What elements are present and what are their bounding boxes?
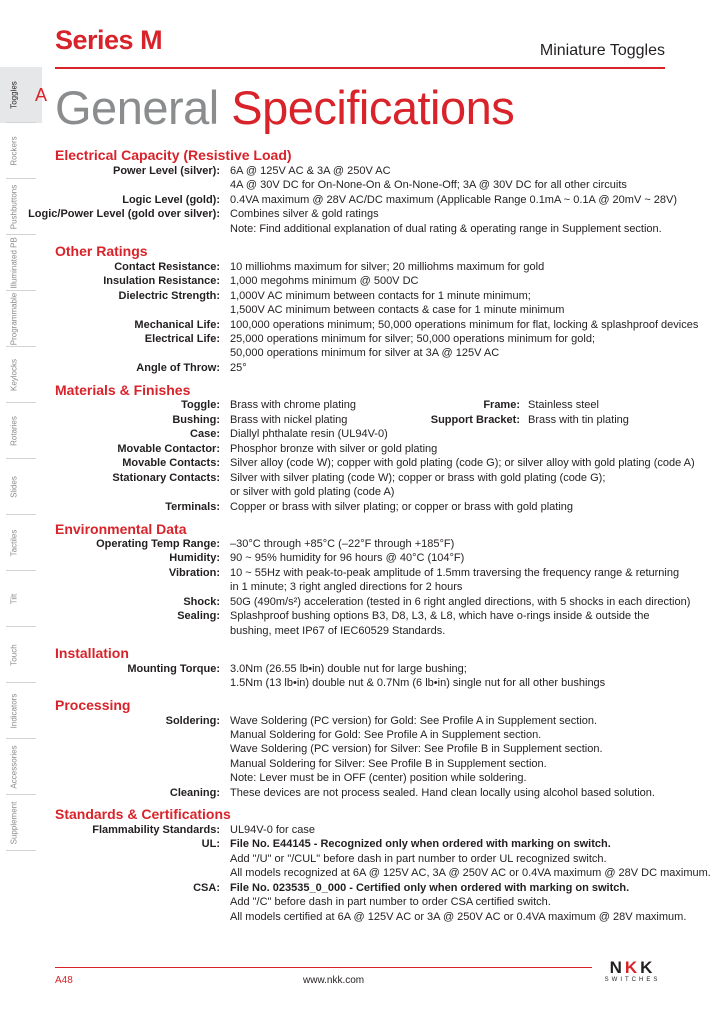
- logo-mark: NKK: [609, 958, 656, 977]
- tab-slides[interactable]: Slides: [0, 459, 42, 515]
- section-other-ratings: Other Ratings: [55, 243, 148, 259]
- tab-illuminated-pb[interactable]: Illuminated PB: [0, 235, 42, 291]
- tab-rockers[interactable]: Rockers: [0, 123, 42, 179]
- tab-tilt[interactable]: Tilt: [0, 571, 42, 627]
- nkk-logo: [600, 958, 665, 983]
- page-number: A48: [55, 975, 73, 986]
- tab-tactiles[interactable]: Tactiles: [0, 515, 42, 571]
- footer-divider: [55, 967, 592, 968]
- tab-touch[interactable]: Touch: [0, 627, 42, 683]
- series-title: Series M: [55, 25, 163, 55]
- section-installation: Installation: [55, 645, 129, 661]
- section-standards: Standards & Certifications: [55, 806, 231, 822]
- section-processing: Processing: [55, 697, 131, 713]
- tab-keylocks[interactable]: Keylocks: [0, 347, 42, 403]
- section-letter: A: [35, 85, 48, 105]
- tab-pushbuttons[interactable]: Pushbuttons: [0, 179, 42, 235]
- section-materials: Materials & Finishes: [55, 382, 191, 398]
- page-title: General Specifications: [55, 81, 515, 134]
- tab-accessories[interactable]: Accessories: [0, 739, 42, 795]
- section-electrical: Electrical Capacity (Resistive Load): [55, 147, 292, 163]
- website-link[interactable]: www.nkk.com: [303, 975, 365, 986]
- tab-supplement[interactable]: Supplement: [0, 795, 42, 851]
- tab-programmable[interactable]: Programmable: [0, 291, 42, 347]
- section-environmental: Environmental Data: [55, 521, 187, 537]
- tab-rotaries[interactable]: Rotaries: [0, 403, 42, 459]
- logo-subtext: SWITCHES: [604, 977, 661, 983]
- tab-toggles[interactable]: Toggles: [0, 67, 42, 123]
- side-tab-index: [0, 67, 42, 851]
- tab-indicators[interactable]: Indicators: [0, 683, 42, 739]
- header-divider: [55, 67, 665, 69]
- product-category: Miniature Toggles: [539, 42, 665, 59]
